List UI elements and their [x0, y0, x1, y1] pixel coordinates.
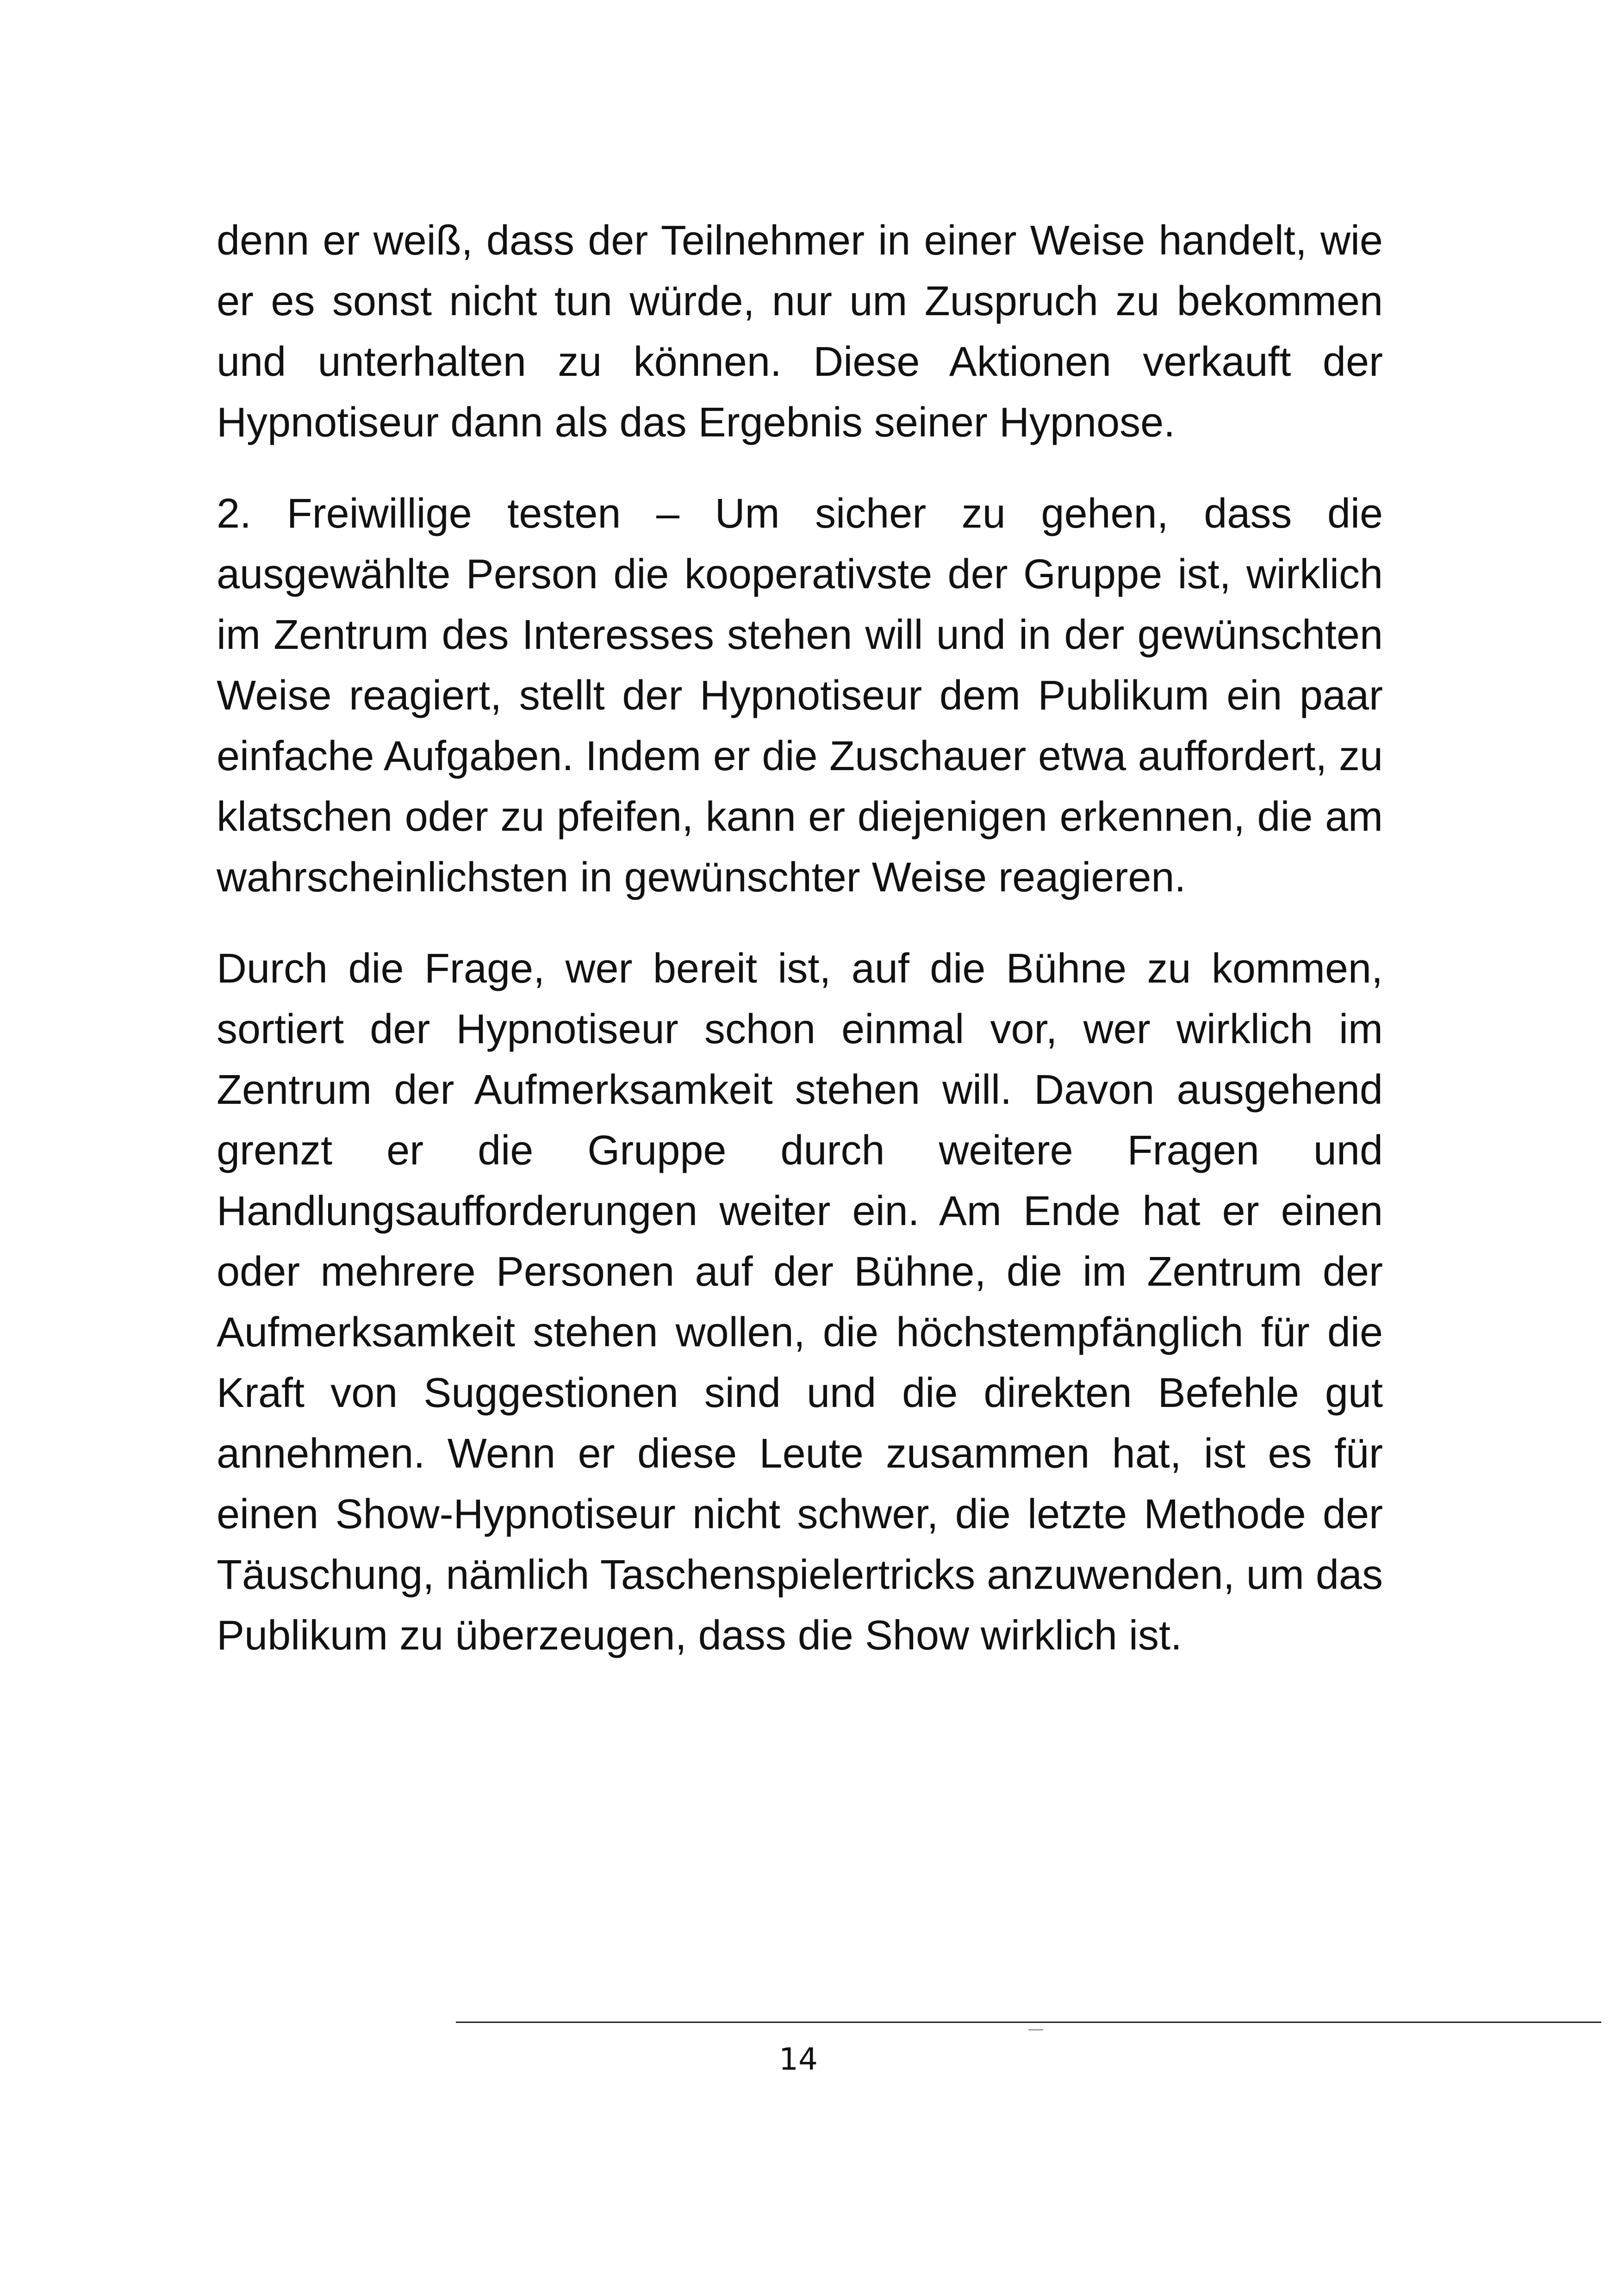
body-text	[217, 211, 1383, 1697]
page-number: 14	[779, 2041, 818, 2077]
paragraph-1: denn er weiß, dass der Teilnehmer in einer Weise handelt, wie er es sonst nicht tun würde, nur um Zuspruch zu bekommen und unterhalten zu können. Diese Aktionen verkauft der Hypnotiseur dann als das Ergebnis seiner Hypnose.	[217, 218, 1383, 446]
footer-divider	[456, 2022, 1601, 2023]
paragraph-3: Durch die Frage, wer bereit ist, auf die Bühne zu kommen, sortiert der Hypnotiseur schon einmal vor, wer wirklich im Zentrum der Aufmerksamkeit stehen will. Davon ausgehend grenzt er die Gruppe durch weitere Fragen und Handlungsaufforderungen weiter ein. Am Ende hat er einen oder mehrere Personen auf der Bühne, die im Zentrum der Aufmerksamkeit stehen wollen, die höchstempfänglich für die Kraft von Suggestionen sind und die direkten Befehle gut annehmen. Wenn er diese Leute zusammen hat, ist es für einen Show-Hypnotiseur nicht schwer, die letzte Methode der Täuschung, nämlich Taschenspielertricks anzuwenden, um das Publikum zu überzeugen, dass die Show wirklich ist.	[217, 946, 1383, 1659]
footer-mark	[1028, 2029, 1043, 2030]
paragraph-2-freiwillige-testen: 2. Freiwillige testen – Um sicher zu gehen, dass die ausgewählte Person die kooperativste der Gruppe ist, wirklich im Zentrum des Interesses stehen will und in der gewünschten Weise reagiert, stellt der Hypnotiseur dem Publikum ein paar einfache Aufgaben. Indem er die Zuschauer etwa auffordert, zu klatschen oder zu pfeifen, kann er diejenigen erkennen, die am wahrscheinlichsten in gewünschter Weise reagieren.	[217, 491, 1383, 901]
